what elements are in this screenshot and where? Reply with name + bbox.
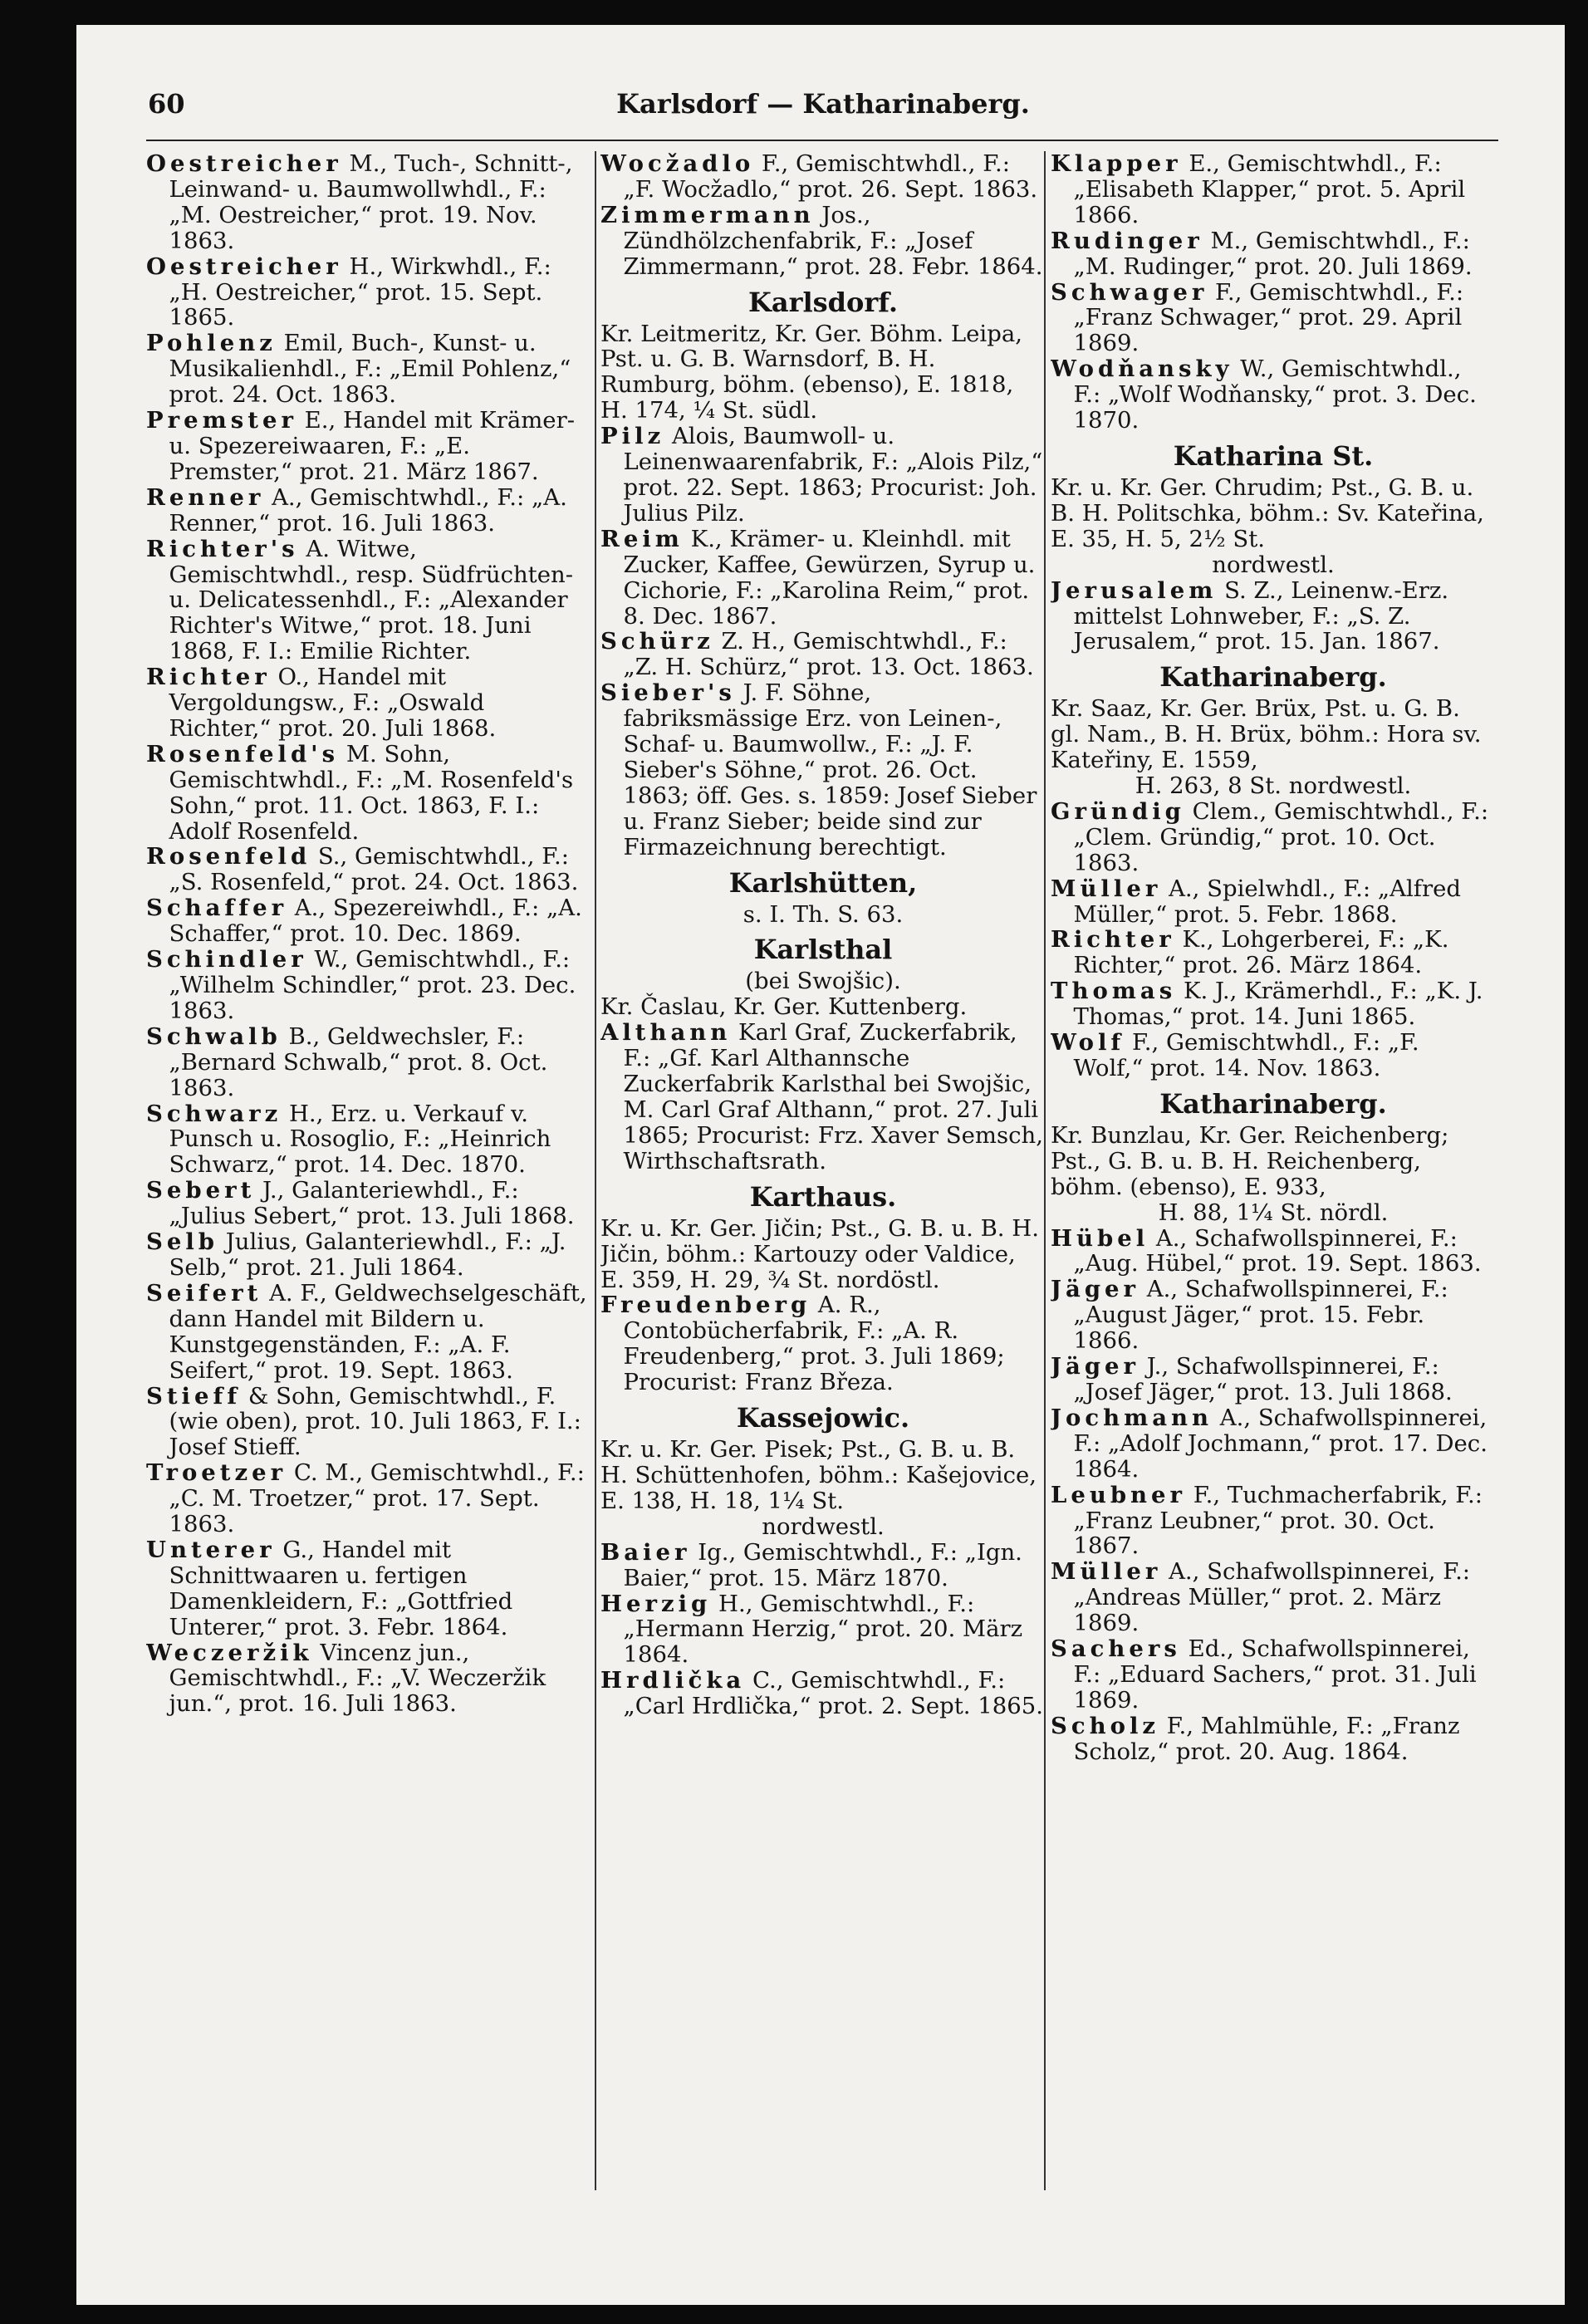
- directory-entry: [146, 742, 591, 845]
- entry-name: Schwarz: [146, 1100, 282, 1127]
- directory-entry: [146, 947, 591, 1024]
- entry-details: F., Gemischtwhdl., F.: „F. Wocžadlo,“ prot. 26. Sept. 1863.: [623, 151, 1038, 203]
- directory-entry: [1051, 1277, 1496, 1354]
- page-title: Karlsdorf — Katharinaberg.: [616, 88, 1030, 120]
- entry-name: Leubner: [1051, 1481, 1187, 1508]
- entry-name: Selb: [146, 1228, 219, 1256]
- section-heading: Katharina St.: [1173, 439, 1374, 472]
- directory-entry: [146, 1460, 591, 1537]
- directory-entry: [1051, 978, 1496, 1030]
- directory-entry: [146, 537, 591, 665]
- column-2: [600, 151, 1046, 1719]
- entry-details: Julius, Galanteriewhdl., F.: „J. Selb,“ prot. 21. Juli 1864.: [169, 1228, 566, 1281]
- entry-name: Rudinger: [1051, 227, 1203, 254]
- section-subtitle: s. I. Th. S. 63.: [743, 900, 904, 928]
- entry-details: A., Schafwollspinnerei, F.: „August Jäger,“ prot. 15. Febr. 1866.: [1073, 1276, 1448, 1355]
- place-info-tail: nordwestl.: [1212, 551, 1335, 578]
- directory-entry: [146, 1281, 591, 1384]
- directory-entry: [146, 485, 591, 537]
- entry-name: Schwager: [1051, 278, 1208, 306]
- directory-entry: [1051, 1354, 1496, 1405]
- section-heading: Katharinaberg.: [1159, 1087, 1387, 1120]
- entry-details: A., Gemischtwhdl., F.: „A. Renner,“ prot. 16. Juli 1863.: [169, 483, 567, 537]
- entry-details: K. J., Krämerhdl., F.: „K. J. Thomas,“ prot. 14. Juni 1865.: [1073, 978, 1483, 1031]
- directory-entry: [1051, 151, 1496, 228]
- entry-details: E., Gemischtwhdl., F.: „Elisabeth Klapper,“ prot. 5. April 1866.: [1073, 151, 1466, 228]
- section-heading: Karlsthal: [753, 934, 893, 966]
- entry-details: K., Lohgerberei, F.: „K. Richter,“ prot. 26. März 1864.: [1073, 926, 1449, 979]
- place-info-tail: H. 263, 8 St. nordwestl.: [1135, 772, 1412, 800]
- column-3: [1051, 151, 1496, 1765]
- entry-name: Renner: [146, 483, 265, 511]
- entry-name: Schwalb: [146, 1022, 282, 1050]
- entry-name: Seifert: [146, 1279, 262, 1307]
- entry-list: [1051, 1226, 1496, 1765]
- place-info-tail: nordwestl.: [762, 1513, 885, 1540]
- entry-details: A., Spielwhdl., F.: „Alfred Müller,“ prot. 5. Febr. 1868.: [1073, 875, 1461, 928]
- entry-name: Rosenfeld: [146, 843, 311, 870]
- entry-list: [1051, 799, 1496, 1081]
- directory-entry: [146, 1640, 591, 1718]
- entry-name: Thomas: [1051, 978, 1177, 1005]
- entry-name: Baier: [600, 1538, 691, 1566]
- entry-name: Hrdlička: [600, 1667, 746, 1694]
- entry-details: A., Spezereiwhdl., F.: „A. Schaffer,“ prot. 10. Dec. 1869.: [169, 895, 582, 948]
- directory-entry: [1051, 578, 1496, 655]
- entry-details: M., Tuch-, Schnitt-, Leinwand- u. Baumwollwhdl., F.: „M. Oestreicher,“ prot. 19. Nov. 1863.: [169, 151, 573, 254]
- entry-name: Freudenberg: [600, 1292, 811, 1319]
- entry-details: E., Handel mit Krämer- u. Spezereiwaaren, F.: „E. Premster,“ prot. 21. März 1867.: [169, 407, 576, 485]
- directory-entry: [1051, 1636, 1496, 1714]
- directory-entry: [600, 680, 1046, 860]
- page-number: 60: [148, 88, 185, 120]
- entry-details: H., Gemischtwhdl., F.: „Hermann Herzig,“ prot. 20. März 1864.: [623, 1590, 1023, 1669]
- directory-entry: [146, 331, 591, 408]
- entry-details: Ed., Schafwollspinnerei, F.: „Eduard Sachers,“ prot. 31. Juli 1869.: [1073, 1635, 1477, 1714]
- directory-entry: [146, 1178, 591, 1229]
- place-info: Kr. Časlau, Kr. Ger. Kuttenberg.: [600, 993, 968, 1021]
- place-info: Kr. u. Kr. Ger. Jičin; Pst., G. B. u. B. H. Jičin, böhm.: Kartouzy oder Valdice, E. 359, H. 29, ¾ St. nordöstl.: [600, 1214, 1040, 1293]
- entry-list: [600, 424, 1046, 860]
- entry-details: M., Gemischtwhdl., F.: „M. Rudinger,“ prot. 20. Juli 1869.: [1073, 227, 1473, 280]
- entry-details: A., Schafwollspinnerei, F.: „Adolf Jochmann,“ prot. 17. Dec. 1864.: [1073, 1404, 1488, 1483]
- directory-entry: [600, 629, 1046, 680]
- directory-entry: [1051, 876, 1496, 928]
- entry-name: Gründig: [1051, 797, 1185, 825]
- entry-details: Z. H., Gemischtwhdl., F.: „Z. H. Schürz,“ prot. 13. Oct. 1863.: [623, 628, 1034, 681]
- section-heading: Karthaus.: [749, 1180, 897, 1213]
- entry-details: Alois, Baumwoll- u. Leinenwaarenfabrik, F.: „Alois Pilz,“ prot. 22. Sept. 1863; Procurist: Joh. Julius Pilz.: [623, 423, 1043, 527]
- directory-entry: [600, 527, 1046, 630]
- entry-name: Zimmermann: [600, 201, 815, 228]
- entry-name: Unterer: [146, 1536, 276, 1563]
- entry-name: Richter's: [146, 535, 299, 562]
- directory-entry: [146, 844, 591, 895]
- entry-name: Richter: [1051, 926, 1175, 954]
- entry-details: B., Geldwechsler, F.: „Bernard Schwalb,“ prot. 8. Oct. 1863.: [169, 1022, 548, 1101]
- entry-name: Scholz: [1051, 1712, 1160, 1739]
- entry-list: [600, 1020, 1046, 1174]
- entry-details: C. M., Gemischtwhdl., F.: „C. M. Troetzer,“ prot. 17. Sept. 1863.: [169, 1459, 585, 1538]
- header-rule: [146, 140, 1498, 141]
- place-info: Kr. u. Kr. Ger. Pisek; Pst., G. B. u. B. H. Schüttenhofen, böhm.: Kašejovice, E. 138, H. 18, 1¼ St.: [600, 1436, 1037, 1514]
- entry-name: Hübel: [1051, 1224, 1149, 1252]
- directory-entry: [1051, 280, 1496, 357]
- entry-name: Althann: [600, 1019, 732, 1047]
- entry-list: [1051, 151, 1496, 434]
- directory-entry: [146, 151, 591, 254]
- directory-entry: [146, 1024, 591, 1101]
- entry-list: [1051, 578, 1496, 655]
- directory-entry: [600, 1020, 1046, 1174]
- directory-entry: [146, 664, 591, 742]
- entry-name: Müller: [1051, 1558, 1162, 1586]
- entry-name: Jäger: [1051, 1276, 1140, 1303]
- entry-details: F., Mahlmühle, F.: „Franz Scholz,“ prot. 20. Aug. 1864.: [1073, 1712, 1460, 1765]
- entry-details: W., Gemischtwhdl., F.: „Wolf Wodňansky,“ prot. 3. Dec. 1870.: [1073, 355, 1477, 434]
- page-header: [148, 88, 1498, 130]
- directory-entry: [1051, 1483, 1496, 1560]
- place-info: Kr. u. Kr. Ger. Chrudim; Pst., G. B. u. B. H. Politschka, böhm.: Sv. Kateřina, E. 35, H. 5, 2½ St.: [1051, 473, 1484, 552]
- section-heading: Karlshütten,: [728, 866, 918, 899]
- directory-entry: [146, 1101, 591, 1179]
- entry-name: Premster: [146, 407, 297, 434]
- entry-name: Wodňansky: [1051, 355, 1233, 383]
- directory-entry: [146, 254, 591, 331]
- directory-entry: [1051, 1030, 1496, 1081]
- entry-list: [600, 1292, 1046, 1395]
- directory-entry: [1051, 1559, 1496, 1636]
- entry-details: F., Gemischtwhdl., F.: „Franz Schwager,“ prot. 29. April 1869.: [1073, 278, 1464, 357]
- entry-details: A., Schafwollspinnerei, F.: „Aug. Hübel,“ prot. 19. Sept. 1863.: [1073, 1224, 1482, 1277]
- entry-details: A. R., Contobücherfabrik, F.: „A. R. Freudenberg,“ prot. 3. Juli 1869; Procurist: Franz Březa.: [623, 1292, 1005, 1396]
- place-info: Kr. Saaz, Kr. Ger. Brüx, Pst. u. G. B. gl. Nam., B. H. Brüx, böhm.: Hora sv. Kateřiny, E. 1559,: [1051, 695, 1482, 774]
- directory-entry: [1051, 1405, 1496, 1483]
- entry-name: Troetzer: [146, 1459, 287, 1487]
- directory-entry: [146, 408, 591, 485]
- entry-name: Sebert: [146, 1177, 256, 1204]
- entry-name: Klapper: [1051, 151, 1182, 177]
- section-subtitle: (bei Swojšic).: [745, 968, 901, 995]
- entry-details: G., Handel mit Schnittwaaren u. fertigen Damenkleidern, F.: „Gottfried Unterer,“ prot. 3. Febr. 1864.: [169, 1536, 513, 1640]
- entry-details: S., Gemischtwhdl., F.: „S. Rosenfeld,“ prot. 24. Oct. 1863.: [169, 843, 579, 896]
- entry-details: H., Erz. u. Verkauf v. Punsch u. Rosoglio, F.: „Heinrich Schwarz,“ prot. 14. Dec. 1870.: [169, 1100, 551, 1179]
- entry-name: Pohlenz: [146, 330, 277, 357]
- entry-details: Clem., Gemischtwhdl., F.: „Clem. Gründig,“ prot. 10. Oct. 1863.: [1073, 797, 1489, 876]
- directory-entry: [1051, 1714, 1496, 1765]
- directory-entry: [600, 203, 1046, 280]
- entry-details: Ig., Gemischtwhdl., F.: „Ign. Baier,“ prot. 15. März 1870.: [623, 1538, 1022, 1591]
- entry-name: Herzig: [600, 1590, 712, 1617]
- directory-entry: [1051, 228, 1496, 280]
- entry-name: Richter: [146, 664, 271, 691]
- entry-name: Jerusalem: [1051, 576, 1218, 604]
- directory-page: [76, 25, 1565, 2305]
- entry-details: & Sohn, Gemischtwhdl., F. (wie oben), prot. 10. Juli 1863, F. I.: Josef Stieff.: [169, 1382, 581, 1461]
- entry-name: Sachers: [1051, 1635, 1181, 1663]
- entry-details: O., Handel mit Vergoldungsw., F.: „Oswald Richter,“ prot. 20. Juli 1868.: [169, 664, 497, 742]
- entry-list: [600, 1540, 1046, 1719]
- entry-name: Oestreicher: [146, 151, 342, 177]
- entry-details: F., Gemischtwhdl., F.: „F. Wolf,“ prot. 14. Nov. 1863.: [1073, 1029, 1419, 1081]
- directory-entry: [600, 1540, 1046, 1591]
- entry-details: F., Tuchmacherfabrik, F.: „Franz Leubner,“ prot. 30. Oct. 1867.: [1073, 1481, 1483, 1560]
- entry-name: Stieff: [146, 1382, 242, 1410]
- column-divider: [595, 151, 596, 2190]
- entry-name: Jochmann: [1051, 1404, 1213, 1431]
- entry-name: Oestreicher: [146, 253, 342, 280]
- entry-details: M. Sohn, Gemischtwhdl., F.: „M. Rosenfeld's Sohn,“ prot. 11. Oct. 1863, F. I.: Adolf Rosenfeld.: [169, 740, 574, 845]
- entry-name: Schindler: [146, 946, 307, 973]
- column-1: [146, 151, 591, 1717]
- section-heading: Karlsdorf.: [748, 286, 898, 318]
- entry-list: [146, 151, 591, 1717]
- directory-entry: [600, 1292, 1046, 1395]
- entry-list: [600, 151, 1046, 280]
- directory-entry: [1051, 799, 1496, 876]
- entry-name: Wolf: [1051, 1029, 1125, 1057]
- directory-entry: [1051, 356, 1496, 434]
- entry-details: A. Witwe, Gemischtwhdl., resp. Südfrüchten- u. Delicatessenhdl., F.: „Alexander Richter's Witwe,“ prot. 18. Juni 1868, F. I.: Emilie Richter.: [169, 535, 574, 665]
- place-info: Kr. Bunzlau, Kr. Ger. Reichenberg; Pst., G. B. u. B. H. Reichenberg, böhm. (ebenso), E. 933,: [1051, 1121, 1449, 1200]
- entry-name: Wocžadlo: [600, 151, 755, 177]
- entry-details: J., Galanteriewhdl., F.: „Julius Sebert,“ prot. 13. Juli 1868.: [169, 1177, 575, 1230]
- entry-name: Schaffer: [146, 895, 288, 922]
- entry-details: S. Z., Leinenw.-Erz. mittelst Lohnweber, F.: „S. Z. Jerusalem,“ prot. 15. Jan. 1867.: [1073, 576, 1449, 655]
- entry-name: Pilz: [600, 423, 665, 450]
- entry-details: H., Wirkwhdl., F.: „H. Oestreicher,“ prot. 15. Sept. 1865.: [169, 253, 551, 331]
- directory-entry: [1051, 1226, 1496, 1277]
- directory-entry: [146, 1384, 591, 1461]
- directory-entry: [600, 151, 1046, 203]
- directory-entry: [146, 1537, 591, 1640]
- directory-entry: [146, 895, 591, 947]
- entry-details: A., Schafwollspinnerei, F.: „Andreas Müller,“ prot. 2. März 1869.: [1073, 1558, 1471, 1637]
- section-heading: Katharinaberg.: [1159, 661, 1387, 694]
- entry-details: Jos., Zündhölzchenfabrik, F.: „Josef Zimmermann,“ prot. 28. Febr. 1864.: [623, 201, 1043, 280]
- directory-entry: [600, 424, 1046, 527]
- entry-name: Jäger: [1051, 1353, 1140, 1380]
- place-info: Kr. Leitmeritz, Kr. Ger. Böhm. Leipa, Pst. u. G. B. Warnsdorf, B. H. Rumburg, böhm. (ebenso), E. 1818, H. 174, ¼ St. südl.: [600, 320, 1022, 424]
- entry-details: A. F., Geldwechselgeschäft, dann Handel mit Bildern u. Kunstgegenständen, F.: „A. F. Seifert,“ prot. 19. Sept. 1863.: [169, 1279, 587, 1384]
- directory-entry: [1051, 927, 1496, 978]
- directory-entry: [146, 1229, 591, 1281]
- entry-name: Müller: [1051, 875, 1162, 902]
- place-info-tail: H. 88, 1¼ St. nördl.: [1158, 1199, 1389, 1226]
- entry-details: Vincenz jun., Gemischtwhdl., F.: „V. Weczeržik jun.“, prot. 16. Juli 1863.: [169, 1639, 546, 1718]
- entry-details: W., Gemischtwhdl., F.: „Wilhelm Schindler,“ prot. 23. Dec. 1863.: [169, 946, 576, 1024]
- entry-details: Karl Graf, Zuckerfabrik, F.: „Gf. Karl Althannsche Zuckerfabrik Karlsthal bei Swojšic, M. Carl Graf Althann,“ prot. 27. Juli 1865; Procurist: Frz. Xaver Semsch, Wirthschaftsrath.: [623, 1019, 1043, 1174]
- entry-name: Sieber's: [600, 679, 736, 707]
- entry-name: Rosenfeld's: [146, 740, 340, 767]
- entry-name: Schürz: [600, 628, 714, 655]
- entry-details: J., Schafwollspinnerei, F.: „Josef Jäger,“ prot. 13. Juli 1868.: [1073, 1353, 1453, 1405]
- entry-details: C., Gemischtwhdl., F.: „Carl Hrdlička,“ prot. 2. Sept. 1865.: [623, 1667, 1043, 1720]
- entry-details: J. F. Söhne, fabriksmässige Erz. von Leinen-, Schaf- u. Baumwollw., F.: „J. F. Sieber's Söhne,“ prot. 26. Oct. 1863; öff. Ges. s. 1859: Josef Sieber u. Franz Sieber; beide sind zur Firmazeichnung berechtigt.: [623, 679, 1037, 860]
- directory-entry: [600, 1668, 1046, 1719]
- directory-entry: [600, 1591, 1046, 1669]
- entry-details: Emil, Buch-, Kunst- u. Musikalienhdl., F.: „Emil Pohlenz,“ prot. 24. Oct. 1863.: [169, 330, 571, 409]
- entry-name: Reim: [600, 525, 684, 552]
- section-heading: Kassejowic.: [736, 1402, 910, 1434]
- entry-name: Weczeržik: [146, 1639, 313, 1666]
- entry-details: K., Krämer- u. Kleinhdl. mit Zucker, Kaffee, Gewürzen, Syrup u. Cichorie, F.: „Karolina Reim,“ prot. 8. Dec. 1867.: [623, 525, 1036, 630]
